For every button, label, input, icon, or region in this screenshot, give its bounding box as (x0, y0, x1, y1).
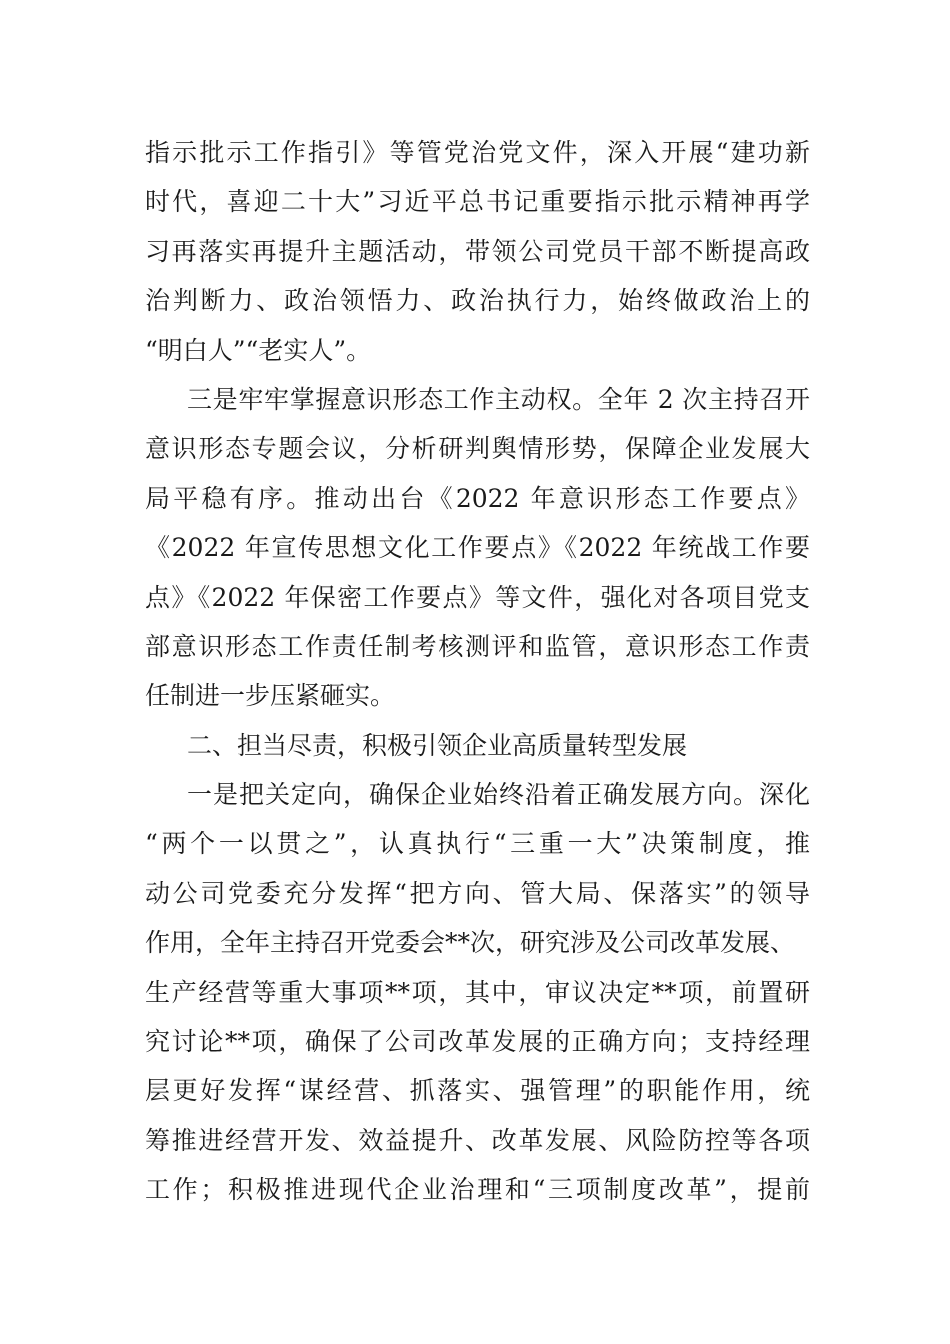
text-line: 点》《2022 年保密工作要点》等文件，强化对各项目党支 (145, 582, 810, 612)
text-line: 三是牢牢掌握意识形态工作主动权。全年 2 次主持召开 (187, 384, 810, 414)
text-line: 究讨论**项，确保了公司改革发展的正确方向；支持经理 (145, 1027, 810, 1057)
heading-text: 二、担当尽责，积极引领企业高质量转型发展 (187, 730, 688, 760)
text-line: 指示批示工作指引》等管党治党文件，深入开展“建功新 (145, 138, 810, 167)
paragraph-ideology-work (145, 375, 810, 721)
text-line: 层更好发挥“谋经营、抓落实、强管理”的职能作用，统 (145, 1076, 810, 1106)
text-line: 局平稳有序。推动出台《2022 年意识形态工作要点》 (145, 483, 810, 513)
text-line: 一是把关定向，确保企业始终沿着正确发展方向。深化 (187, 780, 810, 810)
text-line: 时代，喜迎二十大”习近平总书记重要指示批示精神再学 (145, 187, 810, 217)
text-line: 《2022 年宣传思想文化工作要点》《2022 年统战工作要 (145, 533, 810, 563)
paragraph-party-governance (145, 128, 810, 375)
text-line: 任制进一步压紧砸实。 (145, 681, 396, 711)
text-line: “明白人”“老实人”。 (145, 335, 372, 365)
text-line: 部意识形态工作责任制考核测评和监管，意识形态工作责 (145, 631, 810, 661)
text-line: 治判断力、政治领悟力、政治执行力，始终做政治上的 (145, 286, 810, 316)
text-line: 工作；积极推进现代企业治理和“三项制度改革”，提前 (145, 1175, 810, 1205)
text-line: 意识形态专题会议，分析研判舆情形势，保障企业发展大 (145, 434, 810, 464)
text-line: 习再落实再提升主题活动，带领公司党员干部不断提高政 (145, 236, 810, 266)
paragraph-direction-control (145, 770, 810, 1215)
text-line: 生产经营等重大事项**项，其中，审议决定**项，前置研 (145, 977, 810, 1007)
text-line: 动公司党委充分发挥“把方向、管大局、保落实”的领导 (145, 878, 810, 908)
text-line: 作用，全年主持召开党委会**次，研究涉及公司改革发展、 (145, 928, 796, 958)
document-body (145, 128, 810, 1215)
text-line: “两个一以贯之”，认真执行“三重一大”决策制度，推 (145, 829, 810, 859)
section-heading (145, 721, 810, 770)
text-line: 筹推进经营开发、效益提升、改革发展、风险防控等各项 (145, 1125, 810, 1155)
